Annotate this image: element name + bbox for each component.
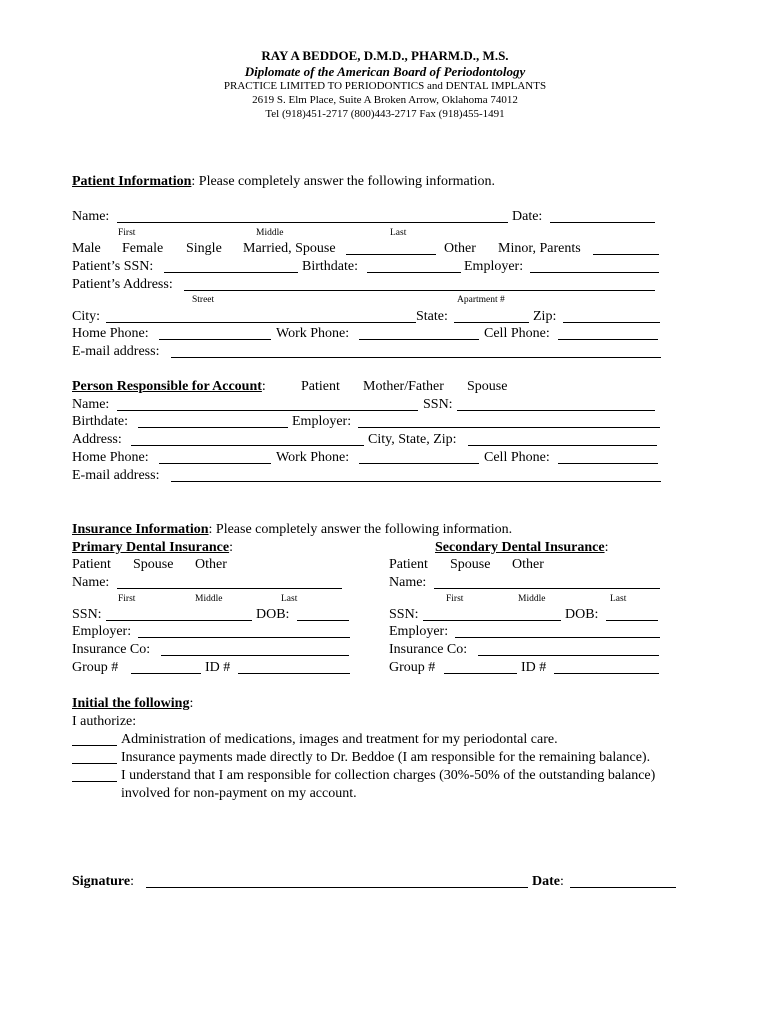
sub-last: Last	[390, 228, 407, 238]
option-minor[interactable]: Minor, Parents	[498, 241, 581, 256]
initial-field-3[interactable]	[72, 781, 117, 782]
spouse-name-field[interactable]	[346, 254, 436, 255]
patient-date-field[interactable]	[550, 222, 655, 223]
secondary-insco-field[interactable]	[478, 655, 659, 656]
option-other[interactable]: Other	[444, 241, 476, 256]
patient-birthdate-label: Birthdate:	[302, 259, 358, 274]
practice-line: PRACTICE LIMITED TO PERIODONTICS and DENTAL IMPLANTS	[223, 80, 547, 92]
patient-email-field[interactable]	[171, 357, 661, 358]
patient-zip-label: Zip:	[533, 309, 557, 324]
secondary-option-spouse[interactable]: Spouse	[450, 557, 491, 572]
secondary-insco-label: Insurance Co:	[389, 642, 468, 657]
patient-heading: Patient Information	[72, 174, 192, 189]
responsible-ssn-field[interactable]	[457, 410, 655, 411]
primary-employer-label: Employer:	[72, 624, 132, 639]
patient-city-label: City:	[72, 309, 101, 324]
patient-work-phone-label: Work Phone:	[276, 326, 350, 341]
sub-first: First	[118, 228, 136, 238]
initial-item-2: Insurance payments made directly to Dr. Beddoe (I am responsible for the remaining balance).	[121, 750, 651, 765]
patient-name-field[interactable]	[117, 222, 508, 223]
secondary-name-label: Name:	[389, 575, 427, 590]
signature-label	[72, 874, 134, 890]
signature-label-text: Signature	[72, 874, 131, 889]
patient-employer-label: Employer:	[464, 259, 524, 274]
responsible-option-spouse[interactable]: Spouse	[467, 379, 508, 394]
primary-group-field[interactable]	[131, 673, 201, 674]
option-female[interactable]: Female	[122, 241, 164, 256]
responsible-address-field[interactable]	[131, 445, 364, 446]
responsible-birthdate-label: Birthdate:	[72, 414, 128, 429]
patient-employer-field[interactable]	[530, 272, 659, 273]
patient-ssn-field[interactable]	[164, 272, 298, 273]
signature-date-colon: :	[560, 874, 564, 889]
secondary-ssn-field[interactable]	[423, 620, 561, 621]
doctor-name: RAY A BEDDOE, D.M.D., PHARM.D., M.S.	[261, 48, 509, 63]
patient-cell-phone-field[interactable]	[558, 339, 658, 340]
signature-date-field[interactable]	[570, 887, 676, 888]
primary-dob-label: DOB:	[256, 607, 290, 622]
insurance-section-heading	[72, 522, 512, 538]
primary-insco-label: Insurance Co:	[72, 642, 151, 657]
secondary-id-field[interactable]	[554, 673, 659, 674]
primary-option-patient[interactable]: Patient	[72, 557, 111, 572]
responsible-cell-phone-field[interactable]	[558, 463, 658, 464]
insurance-instruction: : Please completely answer the following information.	[208, 522, 513, 537]
patient-city-field[interactable]	[106, 322, 416, 323]
sub-street: Street	[192, 295, 215, 305]
initial-item-3b: involved for non-payment on my account.	[121, 786, 357, 801]
patient-date-label: Date:	[512, 209, 543, 224]
responsible-email-label: E-mail address:	[72, 468, 160, 483]
sub-middle: Middle	[256, 228, 284, 238]
patient-ssn-label: Patient’s SSN:	[72, 259, 154, 274]
patient-instruction: : Please completely answer the following information.	[191, 174, 496, 189]
secondary-dob-label: DOB:	[565, 607, 599, 622]
primary-insurance-heading	[72, 540, 233, 556]
primary-name-label: Name:	[72, 575, 110, 590]
secondary-heading-text: Secondary Dental Insurance	[435, 540, 605, 555]
patient-address-field[interactable]	[184, 290, 655, 291]
authorize-label: I authorize:	[72, 714, 137, 729]
responsible-home-phone-label: Home Phone:	[72, 450, 149, 465]
patient-state-field[interactable]	[454, 322, 529, 323]
secondary-colon: :	[604, 540, 609, 555]
responsible-address-label: Address:	[72, 432, 122, 447]
primary-sub-last: Last	[281, 594, 298, 604]
secondary-employer-field[interactable]	[455, 637, 660, 638]
responsible-city-label: City, State, Zip:	[368, 432, 457, 447]
secondary-insurance-heading	[435, 540, 608, 556]
patient-name-label: Name:	[72, 209, 110, 224]
address-line: 2619 S. Elm Place, Suite A Broken Arrow, Oklahoma 74012	[252, 94, 518, 106]
secondary-option-patient[interactable]: Patient	[389, 557, 428, 572]
responsible-name-field[interactable]	[117, 410, 418, 411]
insurance-heading: Insurance Information	[72, 522, 209, 537]
patient-cell-phone-label: Cell Phone:	[484, 326, 550, 341]
responsible-home-phone-field[interactable]	[159, 463, 271, 464]
primary-employer-field[interactable]	[138, 637, 350, 638]
secondary-dob-field[interactable]	[606, 620, 658, 621]
responsible-work-phone-label: Work Phone:	[276, 450, 350, 465]
option-married[interactable]: Married, Spouse	[243, 241, 336, 256]
secondary-group-field[interactable]	[444, 673, 517, 674]
initial-field-1[interactable]	[72, 745, 117, 746]
secondary-group-label: Group #	[389, 660, 436, 675]
responsible-name-label: Name:	[72, 397, 110, 412]
secondary-sub-middle: Middle	[518, 594, 546, 604]
secondary-name-field[interactable]	[434, 588, 660, 589]
patient-birthdate-field[interactable]	[367, 272, 461, 273]
diplomate-line: Diplomate of the American Board of Periodontology	[244, 64, 526, 79]
primary-colon: :	[229, 540, 233, 555]
responsible-cell-phone-label: Cell Phone:	[484, 450, 550, 465]
initial-item-1: Administration of medications, images and treatment for my periodontal care.	[121, 732, 558, 747]
responsible-option-patient[interactable]: Patient	[301, 379, 340, 394]
signature-date-label	[532, 874, 564, 890]
secondary-employer-label: Employer:	[389, 624, 449, 639]
parents-name-field[interactable]	[593, 254, 659, 255]
secondary-sub-last: Last	[610, 594, 627, 604]
option-single[interactable]: Single	[186, 241, 222, 256]
sub-apartment: Apartment #	[457, 295, 505, 305]
primary-sub-first: First	[118, 594, 136, 604]
primary-option-other[interactable]: Other	[195, 557, 227, 572]
patient-home-phone-label: Home Phone:	[72, 326, 149, 341]
primary-dob-field[interactable]	[297, 620, 349, 621]
responsible-section-heading	[72, 379, 266, 395]
signature-field[interactable]	[146, 887, 528, 888]
initial-item-3a: I understand that I am responsible for collection charges (30%-50% of the outstanding balance)	[121, 768, 656, 783]
patient-email-label: E-mail address:	[72, 344, 160, 359]
primary-option-spouse[interactable]: Spouse	[133, 557, 174, 572]
primary-sub-middle: Middle	[195, 594, 223, 604]
secondary-ssn-label: SSN:	[389, 607, 419, 622]
responsible-employer-label: Employer:	[292, 414, 352, 429]
patient-work-phone-field[interactable]	[359, 339, 479, 340]
responsible-ssn-label: SSN:	[423, 397, 453, 412]
secondary-sub-first: First	[446, 594, 464, 604]
primary-ssn-label: SSN:	[72, 607, 102, 622]
primary-group-label: Group #	[72, 660, 119, 675]
signature-date-text: Date	[532, 874, 560, 889]
secondary-option-other[interactable]: Other	[512, 557, 544, 572]
signature-colon: :	[130, 874, 134, 889]
primary-id-label: ID #	[205, 660, 231, 675]
primary-heading-text: Primary Dental Insurance	[72, 540, 230, 555]
patient-zip-field[interactable]	[563, 322, 660, 323]
initial-section-heading	[72, 696, 193, 712]
initial-colon: :	[189, 696, 194, 711]
option-male[interactable]: Male	[72, 241, 101, 256]
responsible-email-field[interactable]	[171, 481, 661, 482]
secondary-id-label: ID #	[521, 660, 547, 675]
initial-heading-text: Initial the following	[72, 696, 190, 711]
responsible-heading: Person Responsible for Account	[72, 379, 262, 394]
patient-address-label: Patient’s Address:	[72, 277, 173, 292]
responsible-colon: :	[261, 379, 266, 394]
responsible-option-parent[interactable]: Mother/Father	[363, 379, 444, 394]
patient-section-heading	[72, 174, 495, 190]
responsible-birthdate-field[interactable]	[138, 427, 288, 428]
phone-line: Tel (918)451-2717 (800)443-2717 Fax (918)455-1491	[265, 108, 505, 120]
responsible-employer-field[interactable]	[358, 427, 660, 428]
responsible-work-phone-field[interactable]	[359, 463, 479, 464]
primary-insco-field[interactable]	[161, 655, 349, 656]
patient-state-label: State:	[416, 309, 448, 324]
primary-id-field[interactable]	[238, 673, 350, 674]
primary-ssn-field[interactable]	[106, 620, 252, 621]
primary-name-field[interactable]	[117, 588, 342, 589]
responsible-city-field[interactable]	[468, 445, 657, 446]
patient-home-phone-field[interactable]	[159, 339, 271, 340]
initial-field-2[interactable]	[72, 763, 117, 764]
